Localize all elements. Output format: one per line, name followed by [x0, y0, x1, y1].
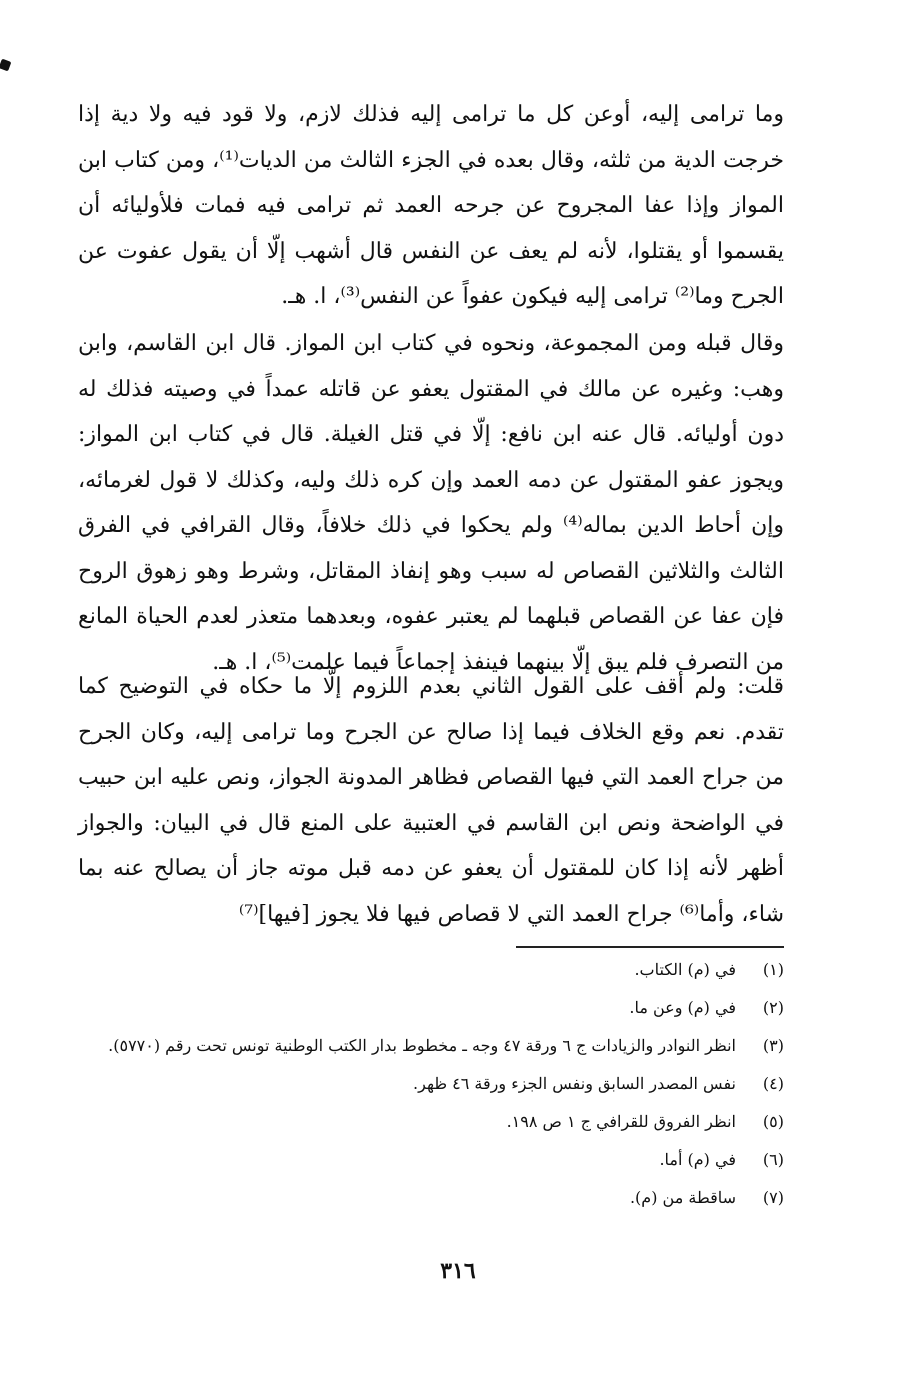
- footnote-divider: [516, 946, 784, 948]
- footnote-number: (٥): [762, 1112, 784, 1131]
- footnote-item: [78, 1031, 784, 1060]
- paragraph-3: قلت: ولم أقف على القول الثاني بعدم اللزوم إلّا ما حكاه في التوضيح كما تقدم. نعم وقع الخلاف فيما إذا صالح عن الجرح وما ترامى إليه، وكان الجرح من جراح العمد التي فيها القصاص فظاهر المدونة الجواز، ونص عليه ابن حبيب في الواضحة ونص ابن القاسم في العتبية على المنع قال في البيان: والجواز أظهر لأنه إذا كان للمقتول أن يعفو عن دمه قبل موته جاز أن يصالح عنه بما شاء، وأما⁽⁶⁾ جراح العمد التي لا قصاص فيها فلا يجوز [فيها]⁽⁷⁾: [78, 674, 784, 927]
- paragraph-1: وما ترامى إليه، أوعن كل ما ترامى إليه فذلك لازم، ولا قود فيه ولا دية إذا خرجت الدية من ثلثه، وقال بعده في الجزء الثالث من الديات⁽¹⁾، ومن كتاب ابن المواز وإذا عفا المجروح عن جرحه العمد ثم ترامى فيه فمات فلأوليائه أن يقسموا أو يقتلوا، لأنه لم يعف عن النفس قال أشهب إلّا أن يقول عفوت عن الجرح وما⁽²⁾ ترامى إليه فيكون عفواً عن النفس⁽³⁾، ا. هـ.: [78, 102, 784, 309]
- footnote-number: (٣): [762, 1036, 784, 1055]
- footnote-number: (٤): [762, 1074, 784, 1093]
- footnote-number: (٢): [762, 998, 784, 1017]
- footnotes-list: [78, 955, 784, 1221]
- footnote-text: انظر الفروق للقرافي ج ١ ص ١٩٨.: [506, 1112, 736, 1131]
- footnote-text: انظر النوادر والزيادات ج ٦ ورقة ٤٧ وجه ـ مخطوط بدار الكتب الوطنية تونس تحت رقم (٥٧٧٠).: [108, 1036, 736, 1055]
- footnote-item: [78, 1069, 784, 1098]
- footnote-number: (٦): [762, 1150, 784, 1169]
- footnote-item: [78, 955, 784, 984]
- paragraph-2: وقال قبله ومن المجموعة، ونحوه في كتاب ابن المواز. قال ابن القاسم، وابن وهب: وغيره عن مالك في المقتول يعفو عن قاتله عمداً في وصيته فذلك له دون أوليائه. قال عنه ابن نافع: إلّا في قتل الغيلة. قال في كتاب ابن المواز: ويجوز عفو المقتول عن دمه العمد وإن كره ذلك وليه، وكذلك لا قول لغرمائه، وإن أحاط الدين بماله⁽⁴⁾ ولم يحكوا في ذلك خلافاً، وقال القرافي في الفرق الثالث والثلاثين القصاص له سبب وهو إنفاذ المقاتل، وشرط وهو زهوق الروح فإن عفا عن القصاص قبلهما لم يعتبر عفوه، وبعدهما متعذر لعدم الحياة المانع من التصرف فلم يبق إلّا بينهما فينفذ إجماعاً فيما علمت⁽⁵⁾، ا. هـ.: [78, 331, 785, 675]
- footnote-text: في (م) أما.: [659, 1150, 736, 1169]
- footnote-text: نفس المصدر السابق ونفس الجزء ورقة ٤٦ ظهر.: [413, 1074, 736, 1093]
- footnote-item: [78, 1145, 784, 1174]
- scan-mark: [0, 59, 11, 72]
- page-number: ٣١٦: [440, 1258, 476, 1284]
- footnote-text: في (م) وعن ما.: [629, 998, 736, 1017]
- footnote-item: [78, 993, 784, 1022]
- footnote-text: في (م) الكتاب.: [634, 960, 736, 979]
- footnote-number: (٧): [762, 1188, 784, 1207]
- footnote-text: ساقطة من (م).: [629, 1188, 736, 1207]
- footnote-item: [78, 1107, 784, 1136]
- footnote-item: [78, 1183, 784, 1212]
- footnote-number: (١): [762, 960, 784, 979]
